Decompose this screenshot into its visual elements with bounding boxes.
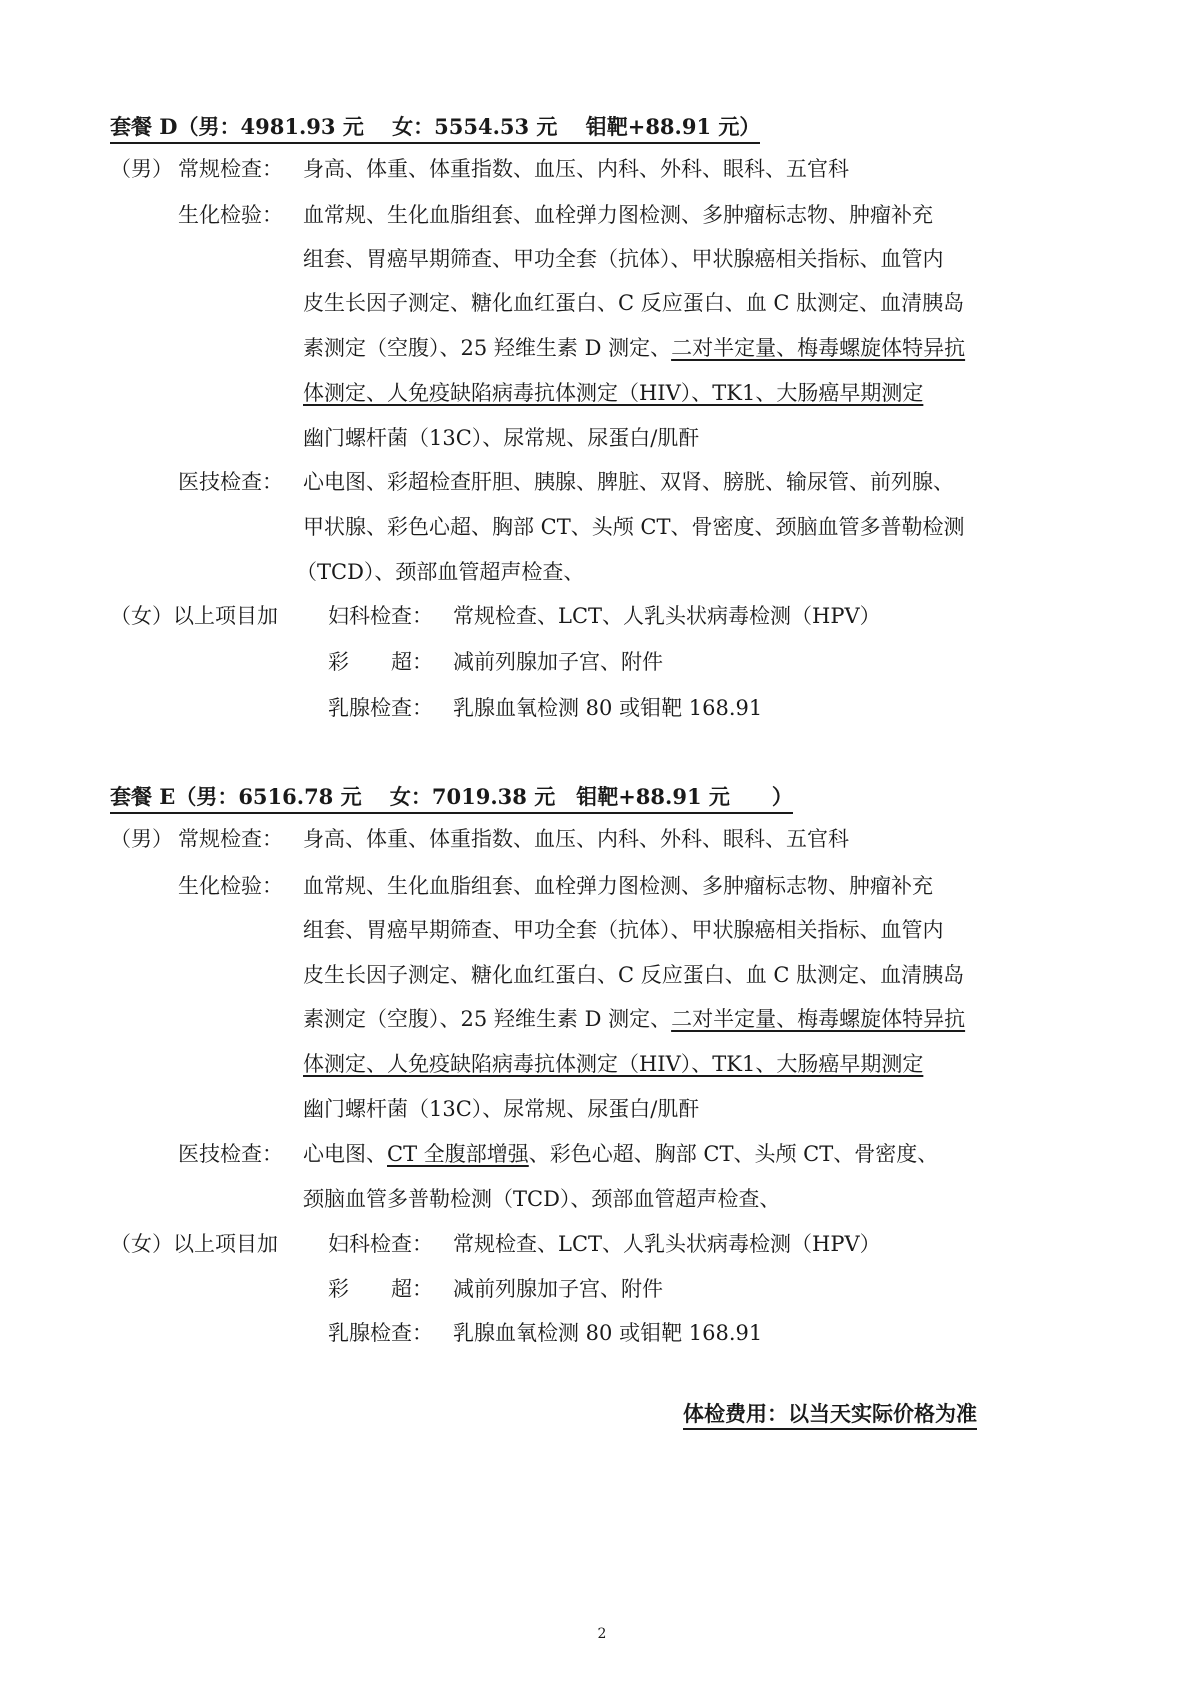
package-e-medtech-text: 、彩色心超、胸部 CT、头颅 CT、骨密度、 (528, 1142, 939, 1166)
package-d-biochem-text: 素测定（空腹）、25 羟维生素 D 测定、 (303, 336, 672, 360)
package-e-medtech-text: 心电图、 (303, 1142, 387, 1166)
package-d-medtech-line: （TCD）、颈部血管超声检查、 (296, 560, 585, 584)
package-e-biochem-line (303, 1004, 965, 1034)
package-e-title: 套餐 E（男：6516.78 元 女：7019.38 元 钼靶+88.91 元 ） (110, 783, 793, 814)
package-e-male-label: （男） (110, 827, 173, 851)
package-e-female-label: （女）以上项目加 (110, 1232, 278, 1256)
package-d-routine-label: 常规检查： (178, 157, 283, 181)
package-d-breast-label: 乳腺检查： (328, 696, 433, 720)
package-e-us-label: 彩 超： (328, 1277, 433, 1301)
package-d-breast-items: 乳腺血氧检测 80 或钼靶 168.91 (453, 696, 763, 720)
package-e-us-items: 减前列腺加子宫、附件 (453, 1277, 663, 1301)
package-e-breast-label: 乳腺检查： (328, 1321, 433, 1345)
package-d-biochem-line: 幽门螺杆菌（13C）、尿常规、尿蛋白/肌酐 (303, 426, 700, 450)
package-d-gyn-items: 常规检查、LCT、人乳头状病毒检测（HPV） (453, 604, 881, 628)
package-e-breast-items: 乳腺血氧检测 80 或钼靶 168.91 (453, 1321, 763, 1345)
package-e-biochem-line: 体测定、人免疫缺陷病毒抗体测定（HIV）、TK1、大肠癌早期测定 (303, 1052, 924, 1076)
package-e-routine-label: 常规检查： (178, 827, 283, 851)
package-d-title: 套餐 D（男：4981.93 元 女：5554.53 元 钼靶+88.91 元） (110, 113, 760, 144)
package-d-medtech-line: 甲状腺、彩色心超、胸部 CT、头颅 CT、骨密度、颈脑血管多普勒检测 (303, 515, 965, 539)
package-d-biochem-underlined: 二对半定量、梅毒螺旋体特异抗 (671, 336, 966, 360)
package-e-biochem-label: 生化检验： (178, 874, 283, 898)
package-d-gyn-label: 妇科检查： (328, 604, 433, 628)
package-e-gyn-label: 妇科检查： (328, 1232, 433, 1256)
package-e-biochem-line: 组套、胃癌早期筛查、甲功全套（抗体）、甲状腺癌相关指标、血管内 (303, 918, 944, 942)
package-d-medtech-line: 心电图、彩超检查肝胆、胰腺、脾脏、双肾、膀胱、输尿管、前列腺、 (303, 470, 954, 494)
package-e-medtech-line: 颈脑血管多普勒检测（TCD）、颈部血管超声检查、 (303, 1187, 781, 1211)
package-d-biochem-label: 生化检验： (178, 203, 283, 227)
package-d-female-label: （女）以上项目加 (110, 604, 278, 628)
package-e-biochem-text: 素测定（空腹）、25 羟维生素 D 测定、 (303, 1007, 672, 1031)
package-e-biochem-line: 血常规、生化血脂组套、血栓弹力图检测、多肿瘤标志物、肿瘤补充 (303, 874, 933, 898)
page-number: 2 (597, 1626, 607, 1642)
package-d-biochem-line: 血常规、生化血脂组套、血栓弹力图检测、多肿瘤标志物、肿瘤补充 (303, 203, 933, 227)
package-d-male-label: （男） (110, 157, 173, 181)
package-d-us-label: 彩 超： (328, 650, 433, 674)
package-d-routine-items: 身高、体重、体重指数、血压、内科、外科、眼科、五官科 (303, 157, 849, 181)
price-footnote: 体检费用：以当天实际价格为准 (683, 1400, 977, 1430)
package-e-biochem-line: 幽门螺杆菌（13C）、尿常规、尿蛋白/肌酐 (303, 1097, 700, 1121)
package-e-routine-items: 身高、体重、体重指数、血压、内科、外科、眼科、五官科 (303, 827, 849, 851)
package-e-gyn-items: 常规检查、LCT、人乳头状病毒检测（HPV） (453, 1232, 881, 1256)
package-d-us-items: 减前列腺加子宫、附件 (453, 650, 663, 674)
package-d-biochem-line: 体测定、人免疫缺陷病毒抗体测定（HIV）、TK1、大肠癌早期测定 (303, 381, 924, 405)
package-e-medtech-label: 医技检查： (178, 1142, 283, 1166)
package-d-biochem-line: 皮生长因子测定、糖化血红蛋白、C 反应蛋白、血 C 肽测定、血清胰岛 (303, 291, 965, 315)
package-e-biochem-line: 皮生长因子测定、糖化血红蛋白、C 反应蛋白、血 C 肽测定、血清胰岛 (303, 963, 965, 987)
package-d-medtech-label: 医技检查： (178, 470, 283, 494)
package-e-medtech-underlined: CT 全腹部增强 (387, 1142, 529, 1166)
package-e-biochem-underlined: 二对半定量、梅毒螺旋体特异抗 (671, 1007, 966, 1031)
package-d-biochem-line: 组套、胃癌早期筛查、甲功全套（抗体）、甲状腺癌相关指标、血管内 (303, 247, 944, 271)
package-d-biochem-line (303, 333, 965, 363)
package-e-medtech-line (303, 1139, 938, 1169)
